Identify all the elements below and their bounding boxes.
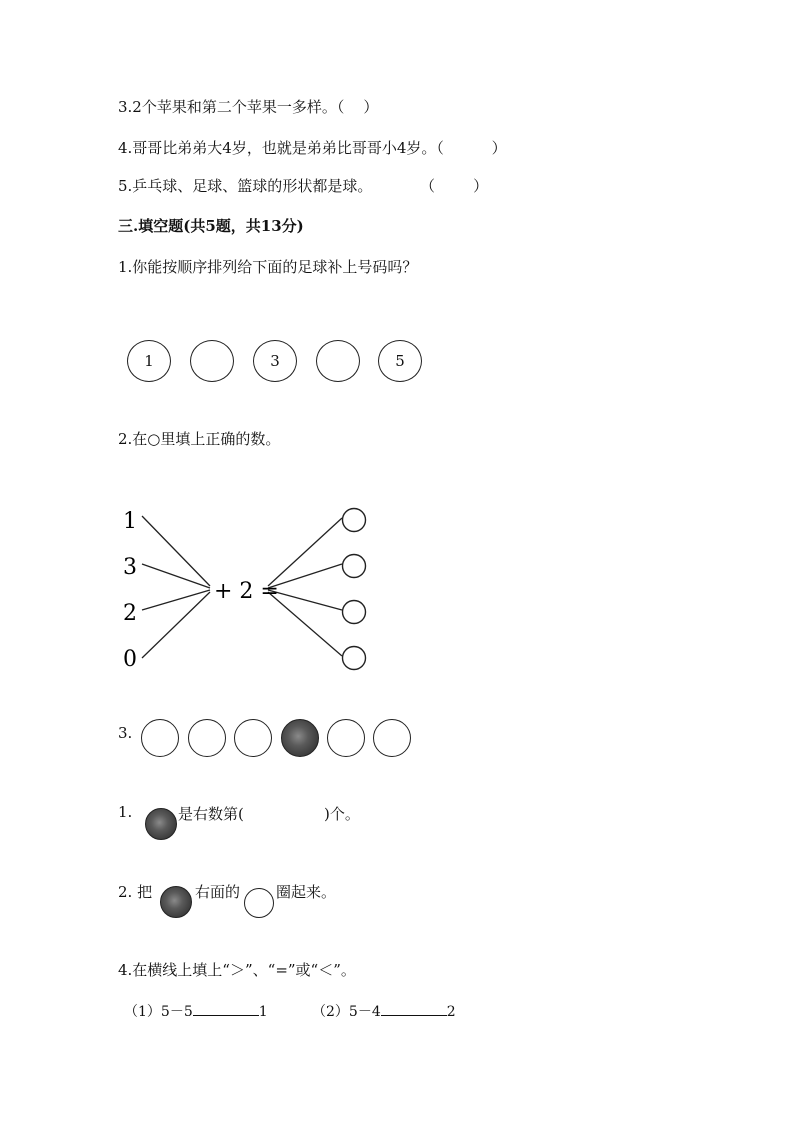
sub-question-2-text: 右面的 xyxy=(195,883,241,901)
row-circle-5 xyxy=(327,719,365,757)
judge-item-5: 5.乒乓球、足球、篮球的形状都是球。 （ ） xyxy=(118,177,489,195)
sub-question-2-prefix: 2. 把 xyxy=(118,883,153,901)
judge-item-4: 4.哥哥比弟弟大4岁，也就是弟弟比哥哥小4岁。（ ） xyxy=(118,139,507,157)
dark-ball-icon xyxy=(145,808,177,840)
sub-question-1-prefix: 1. xyxy=(118,803,133,821)
soccer-ball-1: 1 xyxy=(127,340,171,382)
answer-circle-3 xyxy=(343,601,366,624)
addition-diagram xyxy=(118,500,378,680)
row-circle-3 xyxy=(234,719,272,757)
sub-question-1-end: )个。 xyxy=(324,805,360,823)
question-1-text: 1.你能按顺序排列给下面的足球补上号码吗？ xyxy=(118,258,418,276)
sub-question-2-end: 圈起来。 xyxy=(276,883,337,901)
question-4-text: 4.在横线上填上“＞”、“=”或“＜”。 xyxy=(118,961,356,979)
empty-circle-icon xyxy=(244,888,274,918)
answer-blank-2 xyxy=(381,1015,447,1016)
answer-circle-1 xyxy=(343,509,366,532)
answer-blank-1 xyxy=(193,1015,259,1016)
answer-circle-4 xyxy=(343,647,366,670)
left-number-2: 3 xyxy=(123,555,137,580)
judge-item-3: 3.2个苹果和第二个苹果一多样。（ ） xyxy=(118,98,379,116)
section-title: 三.填空题(共5题，共13分) xyxy=(118,217,304,235)
soccer-ball-2 xyxy=(190,340,234,382)
comparison-item-2: （2）5－4 2 xyxy=(312,1004,456,1020)
question-3-label: 3. xyxy=(118,724,133,742)
row-circle-6 xyxy=(373,719,411,757)
soccer-ball-5: 5 xyxy=(378,340,422,382)
soccer-ball-4 xyxy=(316,340,360,382)
answer-circle-2 xyxy=(343,555,366,578)
row-circle-1 xyxy=(141,719,179,757)
left-number-1: 1 xyxy=(123,509,137,534)
plus-two-equals: + 2 = xyxy=(214,579,279,604)
dark-ball-icon xyxy=(160,886,192,918)
dark-ball-icon xyxy=(281,719,319,757)
left-number-4: 0 xyxy=(123,647,137,672)
left-number-3: 2 xyxy=(123,601,137,626)
row-circle-2 xyxy=(188,719,226,757)
soccer-ball-3: 3 xyxy=(253,340,297,382)
sub-question-1-text: 是右数第( xyxy=(178,805,244,823)
question-2-text: 2.在○里填上正确的数。 xyxy=(118,430,281,448)
comparison-item-1: （1）5－5 1 xyxy=(124,1004,268,1020)
